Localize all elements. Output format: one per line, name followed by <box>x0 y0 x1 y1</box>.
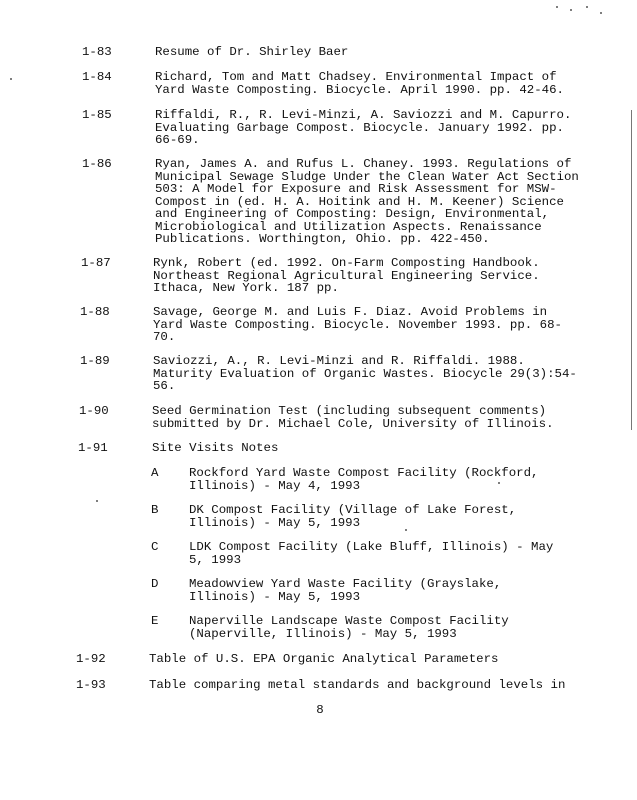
reference-number: 1-87 <box>81 256 111 270</box>
reference-number: 1-83 <box>82 45 112 59</box>
reference-number: 1-84 <box>82 70 112 84</box>
reference-number: 1-86 <box>82 157 112 171</box>
reference-number: 1-93 <box>76 678 106 692</box>
reference-line: Evaluating Garbage Compost. Biocycle. January 1992. pp. <box>155 120 564 135</box>
reference-line: Compost in (ed. H. A. Hoitink and H. M. Keener) Science <box>155 194 564 209</box>
site-visit-text <box>189 578 565 603</box>
reference-line: 503: A Model for Exposure and Risk Assessment for MSW- <box>155 182 557 196</box>
scan-speck <box>498 482 500 484</box>
site-visit-letter: E <box>151 614 159 628</box>
site-visit-line: Meadowview Yard Waste Facility (Grayslake, <box>189 577 502 591</box>
reference-line: Rynk, Robert (ed. 1992. On-Farm Composting Handbook. <box>153 256 540 270</box>
reference-line: 66-69. <box>155 133 200 147</box>
site-visit-line: Naperville Landscape Waste Compost Facility <box>189 614 509 628</box>
reference-text <box>155 46 569 59</box>
reference-line: and Engineering of Composting: Design, Environmental, <box>155 207 550 221</box>
reference-line: Publications. Worthington, Ohio. pp. 422-450. <box>155 232 490 246</box>
reference-number: 1-89 <box>80 354 110 368</box>
site-visit-text <box>189 504 565 529</box>
reference-text <box>152 405 566 430</box>
reference-line: Maturity Evaluation of Organic Wastes. Biocycle 29(3):54- <box>153 366 577 381</box>
reference-line: Ryan, James A. and Rufus L. Chaney. 1993. Regulations of <box>155 157 572 171</box>
site-visit-text <box>189 467 565 492</box>
scan-speck <box>586 6 588 8</box>
reference-line: Ithaca, New York. 187 pp. <box>153 281 339 295</box>
reference-text <box>152 442 566 455</box>
site-visit-text <box>189 541 565 566</box>
reference-number: 1-90 <box>79 404 109 418</box>
reference-line: Seed Germination Test (including subsequent comments) <box>152 404 547 418</box>
scan-speck <box>570 9 572 11</box>
reference-line: Table comparing metal standards and background levels in <box>149 678 566 692</box>
reference-line: Site Visits Notes <box>152 441 279 455</box>
site-visit-line: Rockford Yard Waste Compost Facility (Rockford, <box>189 466 539 480</box>
site-visit-line: DK Compost Facility (Village of Lake Forest, <box>189 503 517 517</box>
scan-speck <box>556 6 558 8</box>
reference-number: 1-85 <box>82 108 112 122</box>
scan-speck <box>600 12 602 14</box>
reference-number: 1-91 <box>78 441 108 455</box>
reference-text <box>149 678 566 692</box>
scan-speck <box>405 529 407 531</box>
reference-text <box>155 157 579 246</box>
reference-number: 1-88 <box>80 305 110 319</box>
reference-line: 70. <box>153 330 176 344</box>
reference-line: Yard Waste Composting. Biocycle. November 1993. pp. 68- <box>153 317 562 332</box>
reference-line: Savage, George M. and Luis F. Diaz. Avoid Problems in <box>153 305 548 319</box>
site-visit-line: Illinois) - May 5, 1993 <box>189 515 361 530</box>
site-visit-letter: D <box>151 577 159 591</box>
page-number: 8 <box>316 703 324 717</box>
reference-line: Municipal Sewage Sludge Under the Clean Water Act Section <box>155 169 579 184</box>
reference-text <box>155 71 569 96</box>
site-visit-line: 5, 1993 <box>189 552 242 567</box>
site-visit-letter: B <box>151 503 159 517</box>
reference-number: 1-92 <box>76 652 106 666</box>
scan-speck <box>10 78 12 80</box>
reference-line: Riffaldi, R., R. Levi-Minzi, A. Saviozzi and M. Capurro. <box>155 108 572 122</box>
reference-text <box>149 653 563 666</box>
site-visit-line: (Naperville, Illinois) - May 5, 1993 <box>189 626 457 641</box>
site-visit-letter: C <box>151 540 159 554</box>
reference-line: Table of U.S. EPA Organic Analytical Parameters <box>149 652 499 666</box>
site-visit-line: Illinois) - May 4, 1993 <box>189 478 361 493</box>
site-visit-letter: A <box>151 466 159 480</box>
reference-line: Yard Waste Composting. Biocycle. April 1990. pp. 42-46. <box>155 82 564 97</box>
reference-line: Northeast Regional Agricultural Engineering Service. <box>153 268 540 283</box>
reference-text <box>153 257 567 295</box>
site-visit-line: Illinois) - May 5, 1993 <box>189 589 361 604</box>
site-visit-line: LDK Compost Facility (Lake Bluff, Illinois) - May <box>189 540 554 554</box>
reference-line: submitted by Dr. Michael Cole, University of Illinois. <box>152 416 554 431</box>
reference-text <box>155 108 572 147</box>
reference-text <box>153 354 577 393</box>
reference-line: 56. <box>153 379 176 393</box>
scan-edge-line <box>631 110 632 430</box>
reference-text <box>153 306 567 344</box>
reference-line: Resume of Dr. Shirley Baer <box>155 45 349 59</box>
reference-line: Saviozzi, A., R. Levi-Minzi and R. Riffaldi. 1988. <box>153 354 525 368</box>
site-visit-text <box>189 615 565 640</box>
scan-speck <box>96 500 98 502</box>
reference-line: Richard, Tom and Matt Chadsey. Environmental Impact of <box>155 70 557 84</box>
reference-line: Microbiological and Utilization Aspects. Renaissance <box>155 219 542 234</box>
